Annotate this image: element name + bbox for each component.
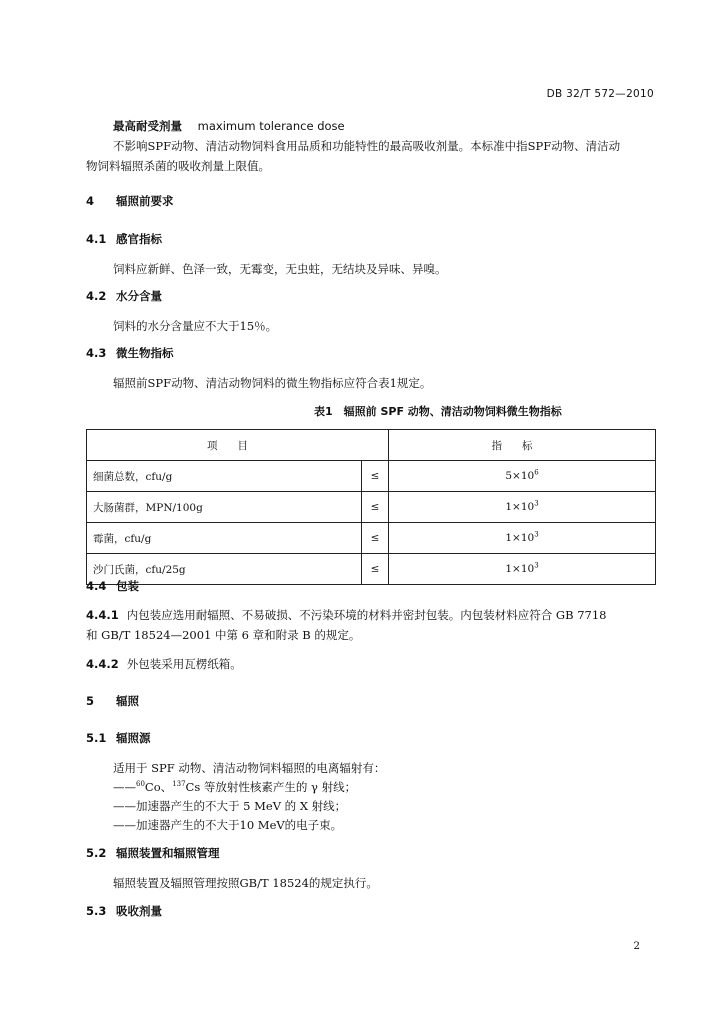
definition-line-2: 物饲料辐照杀菌的吸收剂量上限值。: [86, 159, 270, 173]
section-5-3-heading: [86, 903, 162, 919]
section-number: 4.3: [86, 346, 107, 360]
section-4-3-text: 辐照前SPF动物、清洁动物饲料的微生物指标应符合表1规定。: [113, 376, 432, 390]
value-cell: [389, 492, 656, 523]
section-title: 辐照装置和辐照管理: [116, 846, 220, 860]
section-number: 5.1: [86, 731, 107, 745]
dash: ——: [113, 780, 136, 794]
section-4-1-heading: [86, 231, 162, 247]
source-item-electron-beam: ——加速器产生的不大于10 MeV的电子束。: [113, 818, 343, 832]
section-title: 辐照: [116, 694, 139, 708]
column-header-item: 项目: [87, 430, 389, 461]
value-base: 5×10: [505, 470, 535, 482]
isotope-cs-text: Cs 等放射性核素产生的 γ 射线；: [185, 780, 357, 794]
value-exponent: 3: [534, 499, 539, 508]
section-5-1-intro: 适用于 SPF 动物、清洁动物饲料辐照的电离辐射有：: [113, 761, 386, 775]
document-code: DB 32/T 572—2010: [546, 88, 654, 100]
value-base: 1×10: [505, 532, 535, 544]
section-4-1-text: 饲料应新鲜、色泽一致，无霉变，无虫蛀，无结块及异味、异嗅。: [113, 262, 447, 276]
section-4-3-heading: [86, 345, 174, 361]
section-title: 水分含量: [116, 289, 162, 303]
table-row: [87, 461, 656, 492]
source-item-nuclide: [113, 777, 356, 797]
term-chinese: 最高耐受剂量: [113, 119, 182, 133]
section-4-4-1-line-1: [86, 605, 606, 625]
page-number: 2: [633, 940, 640, 952]
table-row: [87, 523, 656, 554]
item-cell: 大肠菌群，MPN/100g: [87, 492, 362, 523]
column-header-index: 指标: [389, 430, 656, 461]
section-number: 4: [86, 194, 95, 208]
section-number: 5.2: [86, 846, 107, 860]
section-5-2-text: 辐照装置及辐照管理按照GB/T 18524的规定执行。: [113, 876, 378, 890]
section-5-heading: [86, 693, 139, 709]
isotope-mass-number: 137: [172, 780, 186, 789]
definition-term: [113, 116, 345, 136]
section-4-4-heading: [86, 578, 139, 594]
operator-cell: ≤: [362, 554, 389, 585]
value-base: 1×10: [505, 563, 535, 575]
value-cell: [389, 461, 656, 492]
definition-line-1: 不影响SPF动物、清洁动物饲料食用品质和功能特性的最高吸收剂量。本标准中指SPF动物、清洁动: [113, 139, 621, 153]
value-cell: [389, 554, 656, 585]
section-title: 辐照前要求: [116, 194, 174, 208]
section-4-4-2: [86, 654, 242, 674]
item-cell: 细菌总数，cfu/g: [87, 461, 362, 492]
value-exponent: 3: [534, 561, 539, 570]
item-cell: 沙门氏菌，cfu/25g: [87, 554, 362, 585]
section-4-heading: [86, 193, 174, 209]
value-cell: [389, 523, 656, 554]
microbial-index-table: [86, 429, 656, 585]
section-number: 4.4.1: [86, 608, 119, 622]
section-4-2-text: 饲料的水分含量应不大于15％。: [113, 319, 278, 333]
isotope-co: Co、: [144, 780, 173, 794]
section-title: 感官指标: [116, 232, 162, 246]
source-item-xray: ——加速器产生的不大于 5 MeV 的 X 射线；: [113, 799, 347, 813]
section-number: 4.4: [86, 579, 107, 593]
table-row: [87, 554, 656, 585]
paragraph-text: 外包装采用瓦楞纸箱。: [126, 657, 242, 671]
section-4-2-heading: [86, 288, 162, 304]
operator-cell: ≤: [362, 492, 389, 523]
section-number: 5.3: [86, 904, 107, 918]
table-row: [87, 492, 656, 523]
value-exponent: 6: [534, 468, 539, 477]
section-number: 4.4.2: [86, 657, 119, 671]
section-title: 微生物指标: [116, 346, 174, 360]
section-title: 吸收剂量: [116, 904, 162, 918]
section-number: 5: [86, 694, 95, 708]
section-5-2-heading: [86, 845, 220, 861]
section-number: 4.1: [86, 232, 107, 246]
paragraph-text: 内包装应选用耐辐照、不易破损、不污染环境的材料并密封包装。内包装材料应符合 GB 7718: [126, 608, 607, 622]
value-base: 1×10: [505, 501, 535, 513]
term-english: maximum tolerance dose: [197, 119, 345, 133]
item-cell: 霉菌，cfu/g: [87, 523, 362, 554]
operator-cell: ≤: [362, 461, 389, 492]
section-title: 包装: [116, 579, 139, 593]
section-5-1-heading: [86, 730, 151, 746]
section-title: 辐照源: [116, 731, 151, 745]
section-4-4-1-line-2: 和 GB/T 18524—2001 中第 6 章和附录 B 的规定。: [86, 628, 361, 642]
table-header-row: [87, 430, 656, 461]
operator-cell: ≤: [362, 523, 389, 554]
isotope-mass-number: 60: [136, 780, 145, 789]
table-caption: 表1 辐照前 SPF 动物、清洁动物饲料微生物指标: [314, 405, 562, 418]
value-exponent: 3: [534, 530, 539, 539]
section-number: 4.2: [86, 289, 107, 303]
